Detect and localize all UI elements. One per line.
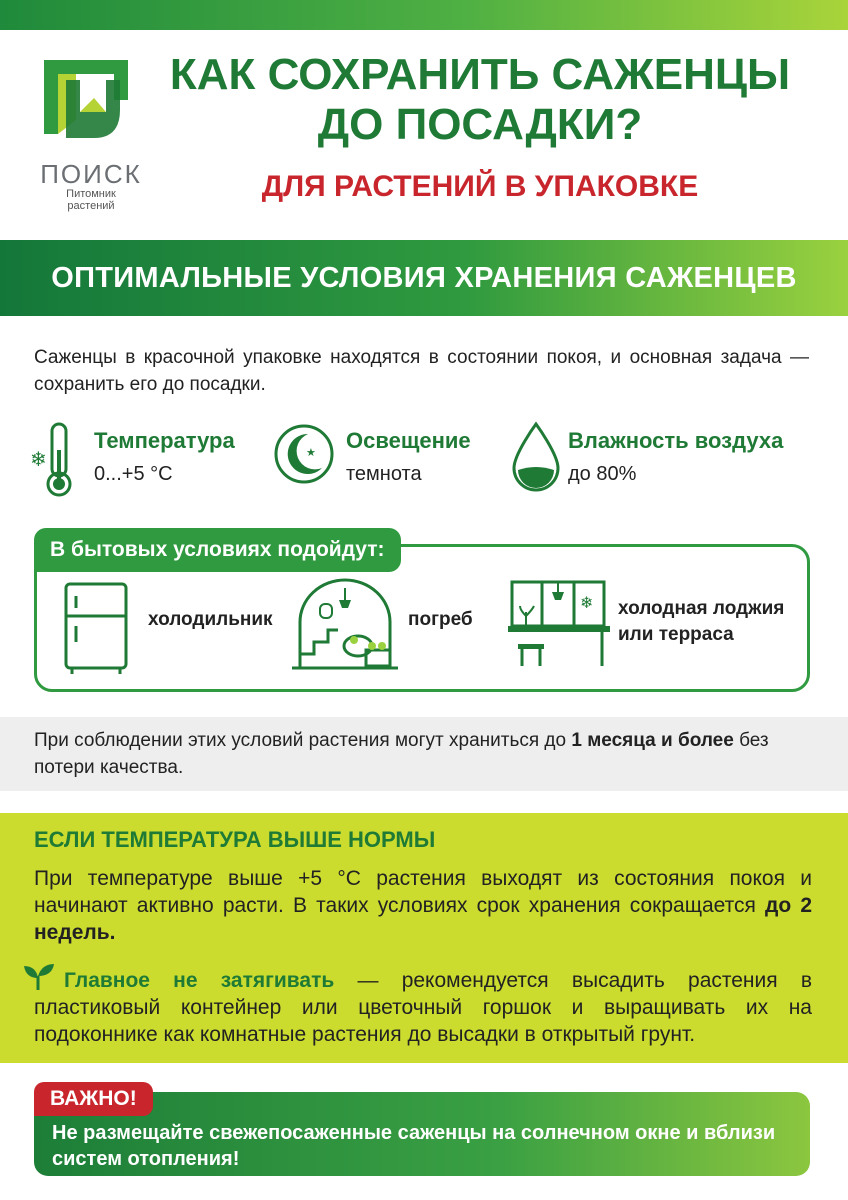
high-temp-paragraph	[34, 865, 812, 946]
thermometer-icon	[30, 420, 80, 500]
note-before: При соблюдении этих условий растения могут храниться до	[34, 730, 572, 751]
fridge-icon	[62, 580, 130, 676]
water-drop-icon	[510, 420, 562, 494]
advice-bold: Главное не затягивать	[64, 969, 335, 992]
condition-title: Влажность воздуха	[568, 428, 784, 453]
brand-name: ПОИСК	[40, 159, 142, 189]
condition-title: Температура	[94, 428, 235, 453]
poisk-logo-icon	[36, 50, 136, 150]
warning-text: Не размещайте свежепосаженные саженцы на солнечном окне и вблизи систем отопления!	[52, 1122, 776, 1170]
p1-bold: до 2 недель.	[34, 894, 813, 944]
title-line-1: КАК СОХРАНИТЬ САЖЕНЦЫ	[169, 50, 791, 99]
condition-title: Освещение	[346, 428, 471, 453]
place-fridge: холодильник	[148, 609, 273, 630]
place-loggia-line-1: холодная лоджия	[618, 598, 785, 619]
high-temp-heading: ЕСЛИ ТЕМПЕРАТУРА ВЫШЕ НОРМЫ	[34, 827, 436, 852]
warning-badge: ВАЖНО!	[34, 1082, 153, 1116]
condition-value: темнота	[346, 463, 422, 485]
condition-humidity	[510, 420, 810, 500]
title-line-2: ДО ПОСАДКИ?	[317, 100, 643, 149]
p1-text: При температуре выше +5 °С растения выходят из состояния покоя и начинают активно расти. В таких условиях срок хранения сокращается	[34, 867, 812, 917]
advice-text: — рекомендуется высадить растения в пластиковый контейнер или цветочный горшок и выращивать их на подоконнике как комнатные растения до высадки в открытый грунт.	[34, 969, 812, 1046]
moon-icon	[272, 420, 336, 490]
storage-note	[34, 727, 814, 781]
svg-text:★: ★	[306, 446, 316, 459]
note-bold: 1 месяца и более	[571, 730, 734, 751]
brand-block	[36, 160, 146, 212]
place-loggia	[618, 596, 784, 648]
place-loggia-line-2: или терраса	[618, 624, 734, 645]
page-title	[150, 50, 810, 150]
condition-value: до 80%	[568, 463, 637, 485]
brand-sub-2: растений	[67, 200, 115, 212]
condition-value: 0...+5 °C	[94, 463, 173, 485]
brand-sub-1: Питомник	[66, 188, 116, 200]
svg-text:❄: ❄	[580, 593, 594, 612]
note-after: без потери качества.	[34, 730, 769, 778]
condition-light	[272, 420, 502, 500]
cellar-icon	[292, 576, 398, 674]
svg-text:❄: ❄	[30, 447, 47, 471]
loggia-icon	[508, 578, 610, 670]
page-subtitle: ДЛЯ РАСТЕНИЙ В УПАКОВКЕ	[261, 170, 699, 203]
top-stripe	[0, 0, 848, 30]
advice-paragraph	[34, 967, 812, 1048]
section-band	[0, 240, 848, 316]
band-title: ОПТИМАЛЬНЫЕ УСЛОВИЯ ХРАНЕНИЯ САЖЕНЦЕВ	[51, 261, 797, 294]
place-cellar: погреб	[408, 609, 473, 630]
places-label: В бытовых условиях подойдут:	[34, 528, 401, 572]
condition-temperature	[30, 420, 260, 500]
intro-text: Саженцы в красочной упаковке находятся в состоянии покоя, и основная задача — сохранить его до посадки.	[34, 347, 809, 395]
